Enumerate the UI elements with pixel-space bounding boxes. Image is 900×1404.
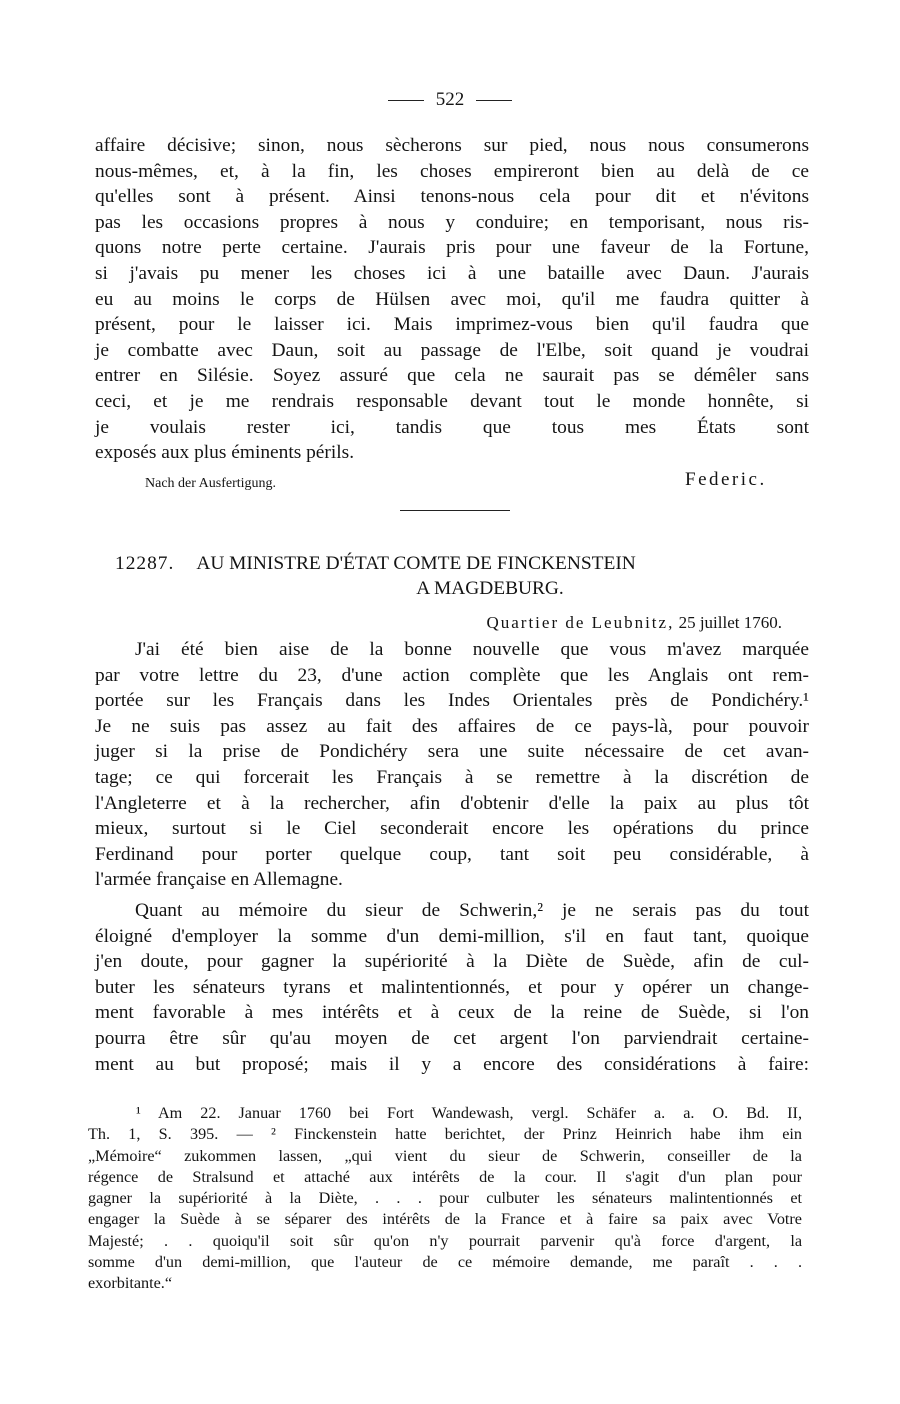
header-dash-left [388,100,424,101]
header-dash-right [476,100,512,101]
entry-number: 12287. [115,553,175,574]
text-line: je combatte avec Daun, soit au passage de l'Elbe, soit quand je voudrai [95,339,809,361]
source-note: Nach der Ausfertigung. [145,476,277,491]
page-number: 522 [435,89,465,110]
text-line: ceci, et je me rendrais responsable devant tout le monde honnête, si [95,390,809,412]
continued-letter-text [95,133,809,466]
text-line: l'Angleterre et à la rechercher, afin d'obtenir d'elle la paix au plus tôt [95,792,809,814]
text-line: par votre lettre du 23, d'une action complète que les Anglais ont rem- [95,664,809,686]
text-line: ment favorable à mes intérêts et à ceux de la reine de Suède, si l'on [95,1002,809,1024]
section-divider [400,510,510,511]
text-line: portée sur les Français dans les Indes Orientales près de Pondichéry.¹ [95,690,809,712]
letter-paragraph-1 [95,637,809,893]
text-line: tage; ce qui forcerait les Français à se remettre à la discrétion de [95,766,809,788]
text-line: mieux, surtout si le Ciel seconderait encore les opérations du prince [95,818,809,840]
text-line: exposés aux plus éminents périls. [95,442,355,464]
footnote-line: exorbitante.“ [88,1274,173,1293]
text-line: nous-mêmes, et, à la fin, les choses empireront bien au delà de ce [95,160,809,182]
footnote-line: gagner la supériorité à la Diète, . . . pour culbuter les sénateurs malintentionnés et [88,1189,802,1208]
signature: Federic. [685,469,767,490]
footnote-line: régence de Stralsund et attaché aux intérêts de la cour. Il s'agit d'un plan pour [88,1167,802,1186]
entry-heading [115,551,805,601]
text-line: ment au but proposé; mais il y a encore des considérations à faire: [95,1053,809,1075]
footnote-line: engager la Suède à se séparer des intérêts de la France et à faire sa paix avec Votre [88,1210,802,1229]
text-line: eu au moins le corps de Hülsen avec moi, qu'il me faudra quitter à [95,288,809,310]
text-line: je voulais rester ici, tandis que tous mes États sont [95,416,809,438]
entry-title-line2: A MAGDEBURG. [416,578,564,599]
footnote-line: ¹ Am 22. Januar 1760 bei Fort Wandewash, vergl. Schäfer a. a. O. Bd. II, [136,1104,802,1122]
text-line: pourra être sûr qu'au moyen de cet argent l'on parviendrait certaine- [95,1027,809,1049]
text-line: juger si la prise de Pondichéry sera une suite nécessaire de cet avan- [95,741,809,763]
page-header [0,88,900,112]
text-line: si j'avais pu mener les choses ici à une bataille avec Daun. J'aurais [95,262,809,284]
text-line: présent, pour le laisser ici. Mais imprimez-vous bien qu'il faudra que [95,314,809,336]
text-line: qu'elles sont à présent. Ainsi tenons-nous cela pour dit et n'évitons [95,186,809,208]
text-line: l'armée française en Allemagne. [95,869,343,891]
text-line: Je ne suis pas assez au fait des affaires de ce pays-là, pour pouvoir [95,715,809,737]
footnote-line: „Mémoire“ zukommen lassen, „qui vient du sieur de Schwerin, conseiller de la [88,1146,802,1165]
entry-title-line1: AU MINISTRE D'ÉTAT COMTE DE FINCKENSTEIN [196,553,636,574]
text-line: j'en doute, pour gagner la supériorité à la Diète de Suède, afin de cul- [95,951,809,973]
dateline-date: 25 juillet 1760. [678,613,782,632]
text-line: quons notre perte certaine. J'aurais pris pour une faveur de la Fortune, [95,237,809,259]
footnotes [88,1103,802,1295]
dateline-place: Quartier de Leubnitz, [486,613,675,632]
text-line: Quant au mémoire du sieur de Schwerin,² je ne serais pas du tout [135,900,809,921]
text-line: affaire décisive; sinon, nous sècherons sur pied, nous nous consumerons [95,135,809,156]
text-line: J'ai été bien aise de la bonne nouvelle que vous m'avez marquée [135,639,809,660]
dateline [486,612,782,634]
text-line: pas les occasions propres à nous y conduire; en temporisant, nous ris- [95,211,809,233]
text-line: buter les sénateurs tyrans et malintentionnés, et pour y opérer un change- [95,976,809,998]
text-line: Ferdinand pour porter quelque coup, tant soit peu considérable, à [95,843,809,865]
text-line: éloigné d'employer la somme d'un demi-million, s'il en faut tant, quoique [95,925,809,947]
letter-paragraph-2 [95,898,809,1077]
text-line: entrer en Silésie. Soyez assuré que cela ne saurait pas se démêler sans [95,365,809,387]
footnote-line: Majesté; . . quoiqu'il soit sûr qu'on n'y pourrait parvenir qu'à force d'argent, la [88,1231,802,1250]
footnote-line: somme d'un demi-million, que l'auteur de ce mémoire demande, me paraît . . . [88,1253,802,1272]
footnote-line: Th. 1, S. 395. — ² Finckenstein hatte berichtet, der Prinz Heinrich habe ihm ein [88,1125,802,1144]
